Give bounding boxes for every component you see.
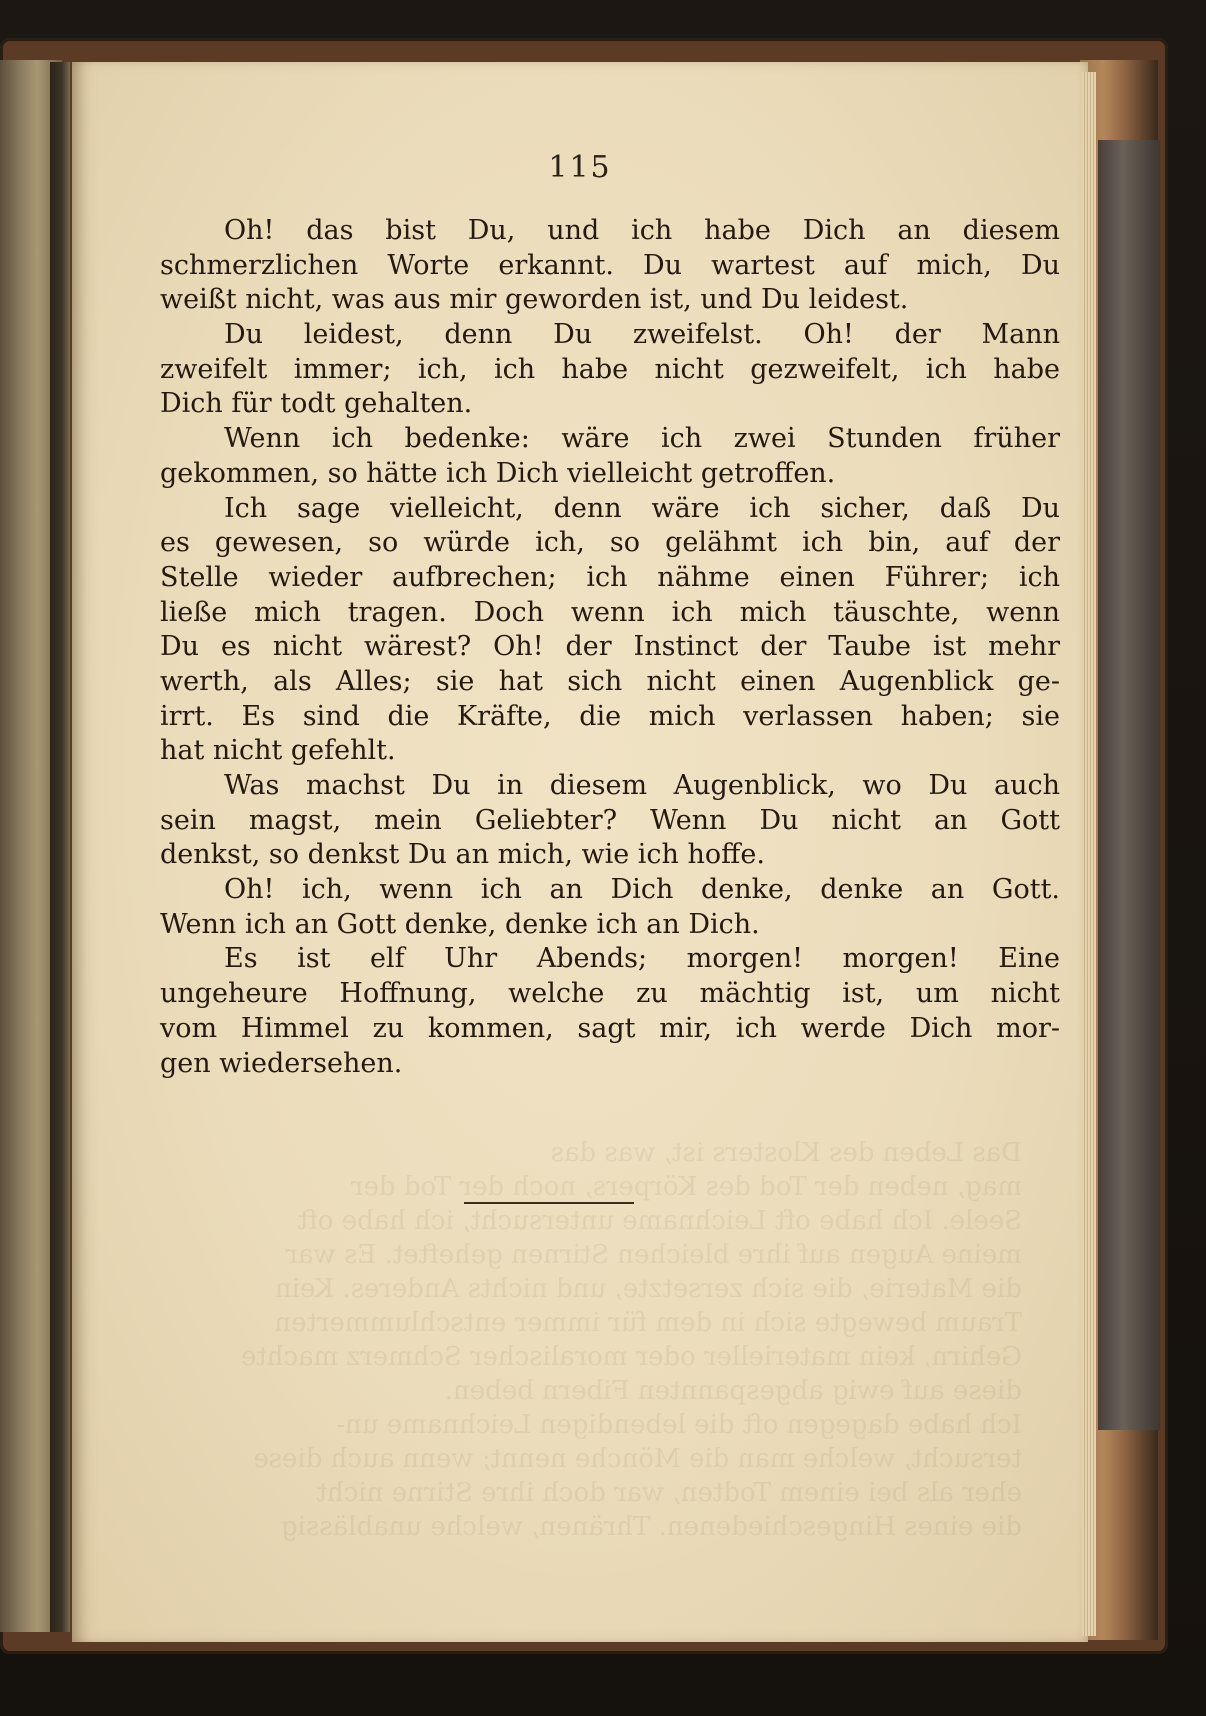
book-page [72, 62, 1088, 1642]
paragraph [160, 422, 1060, 491]
paragraph [160, 873, 1060, 942]
text-line: gekommen, so hätte ich Dich vielleicht getroffen. [160, 457, 836, 489]
text-line: Wenn ich an Gott denke, denke ich an Dich. [160, 908, 760, 940]
text-line: Stelle wieder aufbrechen; ich nähme einen Führer; ich [160, 561, 1060, 593]
text-line: Du es nicht wärest? Oh! der Instinct der Taube ist mehr [160, 631, 1060, 663]
text-line: irrt. Es sind die Kräfte, die mich verlassen haben; sie [160, 700, 1060, 732]
text-line: gen wiedersehen. [160, 1047, 403, 1079]
text-line: hat nicht gefehlt. [160, 735, 396, 767]
text-line: weißt nicht, was aus mir geworden ist, und Du leidest. [160, 284, 909, 316]
text-line: ließe mich tragen. Doch wenn ich mich täuschte, wenn [160, 596, 1060, 628]
text-line: Oh! ich, wenn ich an Dich denke, denke an Gott. [224, 874, 1060, 906]
paragraph [160, 942, 1060, 1081]
page-stack-edge [1082, 72, 1096, 1636]
text-line: vom Himmel zu kommen, sagt mir, ich werde Dich mor- [160, 1012, 1060, 1044]
text-line: Du leidest, denn Du zweifelst. Oh! der Mann [224, 319, 1060, 351]
text-line: schmerzlichen Worte erkannt. Du wartest auf mich, Du [160, 249, 1060, 281]
text-line: werth, als Alles; sie hat sich nicht einen Augenblick ge- [160, 665, 1060, 697]
left-page-edge [50, 62, 70, 1632]
cover-cloth-edge [1098, 140, 1160, 1430]
text-line: Wenn ich bedenke: wäre ich zwei Stunden früher [224, 423, 1060, 455]
text-line: Oh! das bist Du, und ich habe Dich an diesem [224, 215, 1060, 246]
paragraph [160, 318, 1060, 422]
bleed-through-text: Das Leben des Klosters ist, was das mag, neben der Tod des Körpers, noch der Tod der Seele. Ich habe oft Leichname untersucht, ich habe oft meine Augen auf ihre bleichen Stirnen geheftet. Es war die Materie, die sich zersetzte, und nichts Anderes. Kein Traum bewegte sich in dem für immer entschlummerten Gehirn, kein materieller oder moralischer Schmerz machte diese auf ewig abgespannten Fibern beben. Ich habe dagegen oft die lebendigen Leichname un- tersucht, welche man die Mönche nennt; wenn auch diese eher als bei einem Todten, war doch ihre Stirne nicht die eines Hingeschiedenen. Thränen, welche unablässig [240, 1138, 1022, 1542]
text-line: Ich sage vielleicht, denn wäre ich sicher, daß Du [224, 492, 1060, 524]
end-rule [464, 1202, 634, 1204]
paragraph [160, 492, 1060, 770]
paragraph [160, 214, 1060, 318]
text-line: Es ist elf Uhr Abends; morgen! morgen! Eine [224, 943, 1060, 975]
page-text [160, 214, 1060, 1081]
text-line: zweifelt immer; ich, ich habe nicht gezweifelt, ich habe [160, 353, 1060, 385]
text-line: ungeheure Hoffnung, welche zu mächtig ist, um nicht [160, 978, 1060, 1010]
text-line: Was machst Du in diesem Augenblick, wo Du auch [224, 770, 1060, 801]
text-line: denkst, so denkst Du an mich, wie ich hoffe. [160, 839, 765, 871]
page-number: 115 [548, 150, 612, 185]
text-line: es gewesen, so würde ich, so gelähmt ich bin, auf der [160, 527, 1060, 559]
text-line: Dich für todt gehalten. [160, 388, 473, 420]
paragraph [160, 769, 1060, 873]
text-line: sein magst, mein Geliebter? Wenn Du nicht an Gott [160, 804, 1060, 836]
